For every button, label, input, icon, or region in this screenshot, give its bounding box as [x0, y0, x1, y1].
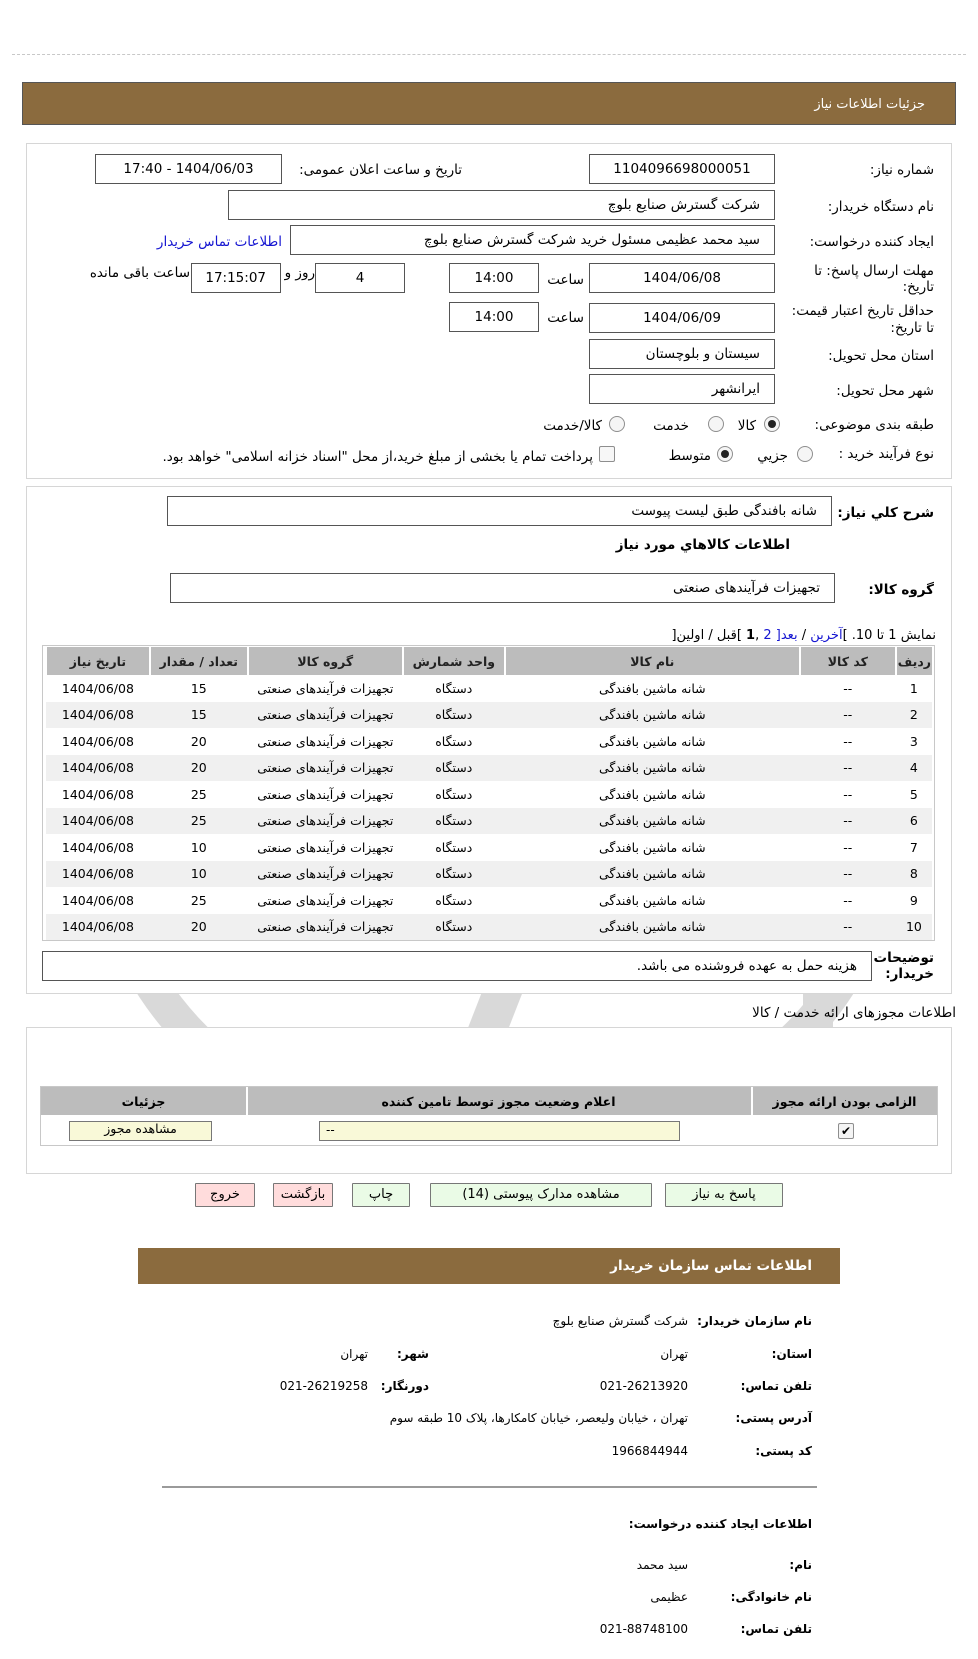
cell-row-number: 4 — [896, 755, 932, 782]
province-label: استان محل تحویل: — [828, 348, 934, 364]
cell-goods-name: شانه ماشین بافندگی — [598, 733, 706, 749]
creator-field: سید محمد عظیمی مسئول خرید شرکت گسترش صنایع بلوچ — [290, 225, 775, 255]
creator-phone-label: تلفن تماس: — [740, 1622, 812, 1636]
category-option-service: خدمت — [653, 418, 689, 434]
deadline-label-line2: تاریخ: — [902, 279, 934, 295]
cell-goods-group: تجهیزات فرآیندهای صنعتی — [248, 861, 403, 888]
process-option-medium: متوسط — [668, 448, 711, 464]
permit-status-col: اعلام وضعیت مجوز توسط تامین کننده — [381, 1094, 616, 1109]
contact-city-value: تهران — [340, 1347, 368, 1361]
need-number-label: شماره نیاز: — [869, 162, 934, 178]
buyer-notes-label-line2: خریدار: — [885, 966, 934, 982]
buyer-notes-label-line1: توضیحات — [873, 950, 934, 966]
cell-goods-group: تجهیزات فرآیندهای صنعتی — [257, 786, 394, 802]
cell-quantity: 10 — [150, 861, 248, 888]
goods-table — [45, 647, 932, 940]
cell-unit: دستگاه — [435, 839, 473, 855]
buyer-notes-field: هزینه حمل به عهده فروشنده می باشد. — [42, 951, 872, 981]
exit-button[interactable]: خروج — [195, 1183, 255, 1207]
goods-group-field: تجهیزات فرآیندهای صنعتی — [170, 573, 835, 603]
process-option-minor: جزیي — [757, 448, 788, 464]
cell-goods-code: -- — [800, 702, 896, 729]
remaining-time-label: ساعت باقی مانده — [89, 265, 190, 281]
validity-label-line1: حداقل تاریخ اعتبار قیمت: — [791, 303, 934, 319]
cell-goods-group: تجهیزات فرآیندهای صنعتی — [248, 808, 403, 835]
treasury-payment-checkbox[interactable] — [599, 446, 615, 462]
cell-need-date: 1404/06/08 — [61, 680, 134, 696]
cell-unit: دستگاه — [435, 786, 473, 802]
pager-last-link[interactable]: آخرین — [810, 628, 843, 643]
goods-table-header-row — [46, 647, 932, 675]
table-row — [46, 728, 932, 755]
cell-goods-group: تجهیزات فرآیندهای صنعتی — [257, 892, 394, 908]
page-title: جزئیات اطلاعات نیاز — [814, 97, 925, 112]
contact-section-header — [138, 1248, 840, 1284]
process-radio-minor[interactable] — [797, 446, 813, 462]
cell-quantity: 20 — [150, 755, 248, 782]
category-radio-both[interactable] — [609, 416, 625, 432]
cell-quantity: 25 — [190, 892, 207, 908]
cell-row-number: 9 — [909, 892, 918, 908]
cell-need-date: 1404/06/08 — [46, 861, 150, 888]
permits-col-divider-2 — [246, 1087, 248, 1115]
cell-unit: دستگاه — [435, 733, 473, 749]
top-divider — [12, 54, 966, 55]
table-row — [46, 702, 932, 729]
cell-unit: دستگاه — [403, 914, 505, 941]
permits-col-divider-1 — [751, 1087, 753, 1115]
cell-quantity: 20 — [150, 914, 248, 941]
cell-row-number: 1 — [909, 680, 918, 696]
category-option-both: کالا/خدمت — [543, 418, 602, 434]
category-radio-service[interactable] — [708, 416, 724, 432]
cell-quantity: 10 — [190, 839, 207, 855]
cell-unit: دستگاه — [403, 755, 505, 782]
cell-row-number: 8 — [896, 861, 932, 888]
cell-goods-name: شانه ماشین بافندگی — [598, 839, 706, 855]
buyer-name-field: شرکت گسترش صنایع بلوچ — [228, 190, 775, 220]
cell-goods-name: شانه ماشین بافندگی — [505, 702, 800, 729]
cell-quantity: 25 — [190, 786, 207, 802]
col-quantity: تعداد / مقدار — [150, 647, 248, 675]
cell-quantity: 20 — [190, 733, 207, 749]
print-button[interactable]: چاپ — [352, 1183, 410, 1207]
postal-address-value: تهران ، خیابان ولیعصر، خیابان کامکارها، پلاک 10 طبقه سوم — [389, 1411, 688, 1425]
cell-goods-group: تجهیزات فرآیندهای صنعتی — [248, 702, 403, 729]
deadline-time-label: ساعت — [547, 272, 584, 288]
table-row — [46, 781, 932, 808]
cell-goods-code: -- — [843, 839, 853, 855]
days-label: روز و — [284, 265, 315, 281]
postal-code-value: 1966844944 — [611, 1444, 688, 1458]
postal-address-label: آدرس پستی: — [735, 1411, 812, 1425]
col-goods-name: نام کالا — [505, 647, 800, 675]
pager — [671, 628, 936, 643]
view-attachments-button[interactable]: مشاهده مدارک پیوستی (14) — [430, 1183, 652, 1207]
view-permit-button[interactable]: مشاهده مجوز — [69, 1121, 212, 1141]
need-number-field: 1104096698000051 — [589, 154, 775, 184]
city-field: ایرانشهر — [589, 374, 775, 404]
permit-required-col: الزامی بودن ارائه مجوز — [772, 1094, 917, 1109]
goods-table-wrapper — [42, 645, 935, 941]
org-name-label: نام سازمان خریدار: — [697, 1314, 812, 1328]
table-row — [46, 675, 932, 702]
pager-page-2-link[interactable]: 2 — [763, 628, 772, 643]
col-row-number: ردیف — [896, 647, 932, 675]
cell-goods-group: تجهیزات فرآیندهای صنعتی — [248, 914, 403, 941]
contact-section-title: اطلاعات تماس سازمان خریدار — [610, 1258, 812, 1274]
permit-status-field: -- — [319, 1121, 680, 1141]
contact-phone-label: تلفن تماس: — [740, 1379, 812, 1393]
cell-goods-group: تجهیزات فرآیندهای صنعتی — [257, 680, 394, 696]
cell-quantity: 15 — [190, 680, 207, 696]
reply-to-need-button[interactable]: پاسخ به نیاز — [665, 1183, 783, 1207]
cell-need-date: 1404/06/08 — [61, 892, 134, 908]
cell-need-date: 1404/06/08 — [61, 733, 134, 749]
request-creator-heading: اطلاعات ایجاد کننده درخواست: — [628, 1517, 812, 1531]
pager-range-text: نمایش 1 تا 10. ] — [842, 628, 936, 643]
validity-date-field: 1404/06/09 — [589, 303, 775, 333]
col-unit: واحد شمارش — [403, 647, 505, 675]
table-row — [46, 808, 932, 835]
creator-last-name-label: نام خانوادگی: — [730, 1590, 812, 1604]
cell-unit: دستگاه — [403, 702, 505, 729]
org-name-value: شرکت گسترش صنایع بلوچ — [552, 1314, 688, 1328]
goods-info-heading: اطلاعات کالاهاي مورد نياز — [615, 537, 790, 553]
cell-goods-name: شانه ماشین بافندگی — [598, 892, 706, 908]
pager-next-link[interactable]: بعد — [780, 628, 798, 643]
permits-table-wrapper — [40, 1086, 938, 1146]
cell-goods-code: -- — [800, 914, 896, 941]
process-radio-medium[interactable] — [717, 446, 733, 462]
announce-label: تاریخ و ساعت اعلان عمومی: — [299, 162, 462, 178]
cell-goods-group: تجهیزات فرآیندهای صنعتی — [257, 839, 394, 855]
pager-separator: / — [797, 628, 811, 643]
pager-page-1-current: 1 — [746, 628, 756, 643]
cell-goods-code: -- — [843, 786, 853, 802]
col-goods-group: گروه کالا — [248, 647, 403, 675]
cell-need-date: 1404/06/08 — [46, 914, 150, 941]
cell-need-date: 1404/06/08 — [46, 702, 150, 729]
creator-first-name-label: نام: — [789, 1558, 812, 1572]
postal-code-label: کد پستی: — [755, 1444, 812, 1458]
cell-goods-name: شانه ماشین بافندگی — [598, 680, 706, 696]
need-description-label: شرح کلي نياز: — [837, 505, 934, 521]
treasury-payment-note: پرداخت تمام یا بخشی از مبلغ خرید،از محل "اسناد خزانه اسلامی" خواهد بود. — [162, 449, 593, 465]
need-description-field: شانه بافندگی طبق لیست پیوست — [167, 496, 832, 526]
buyer-name-label: نام دستگاه خریدار: — [827, 199, 934, 215]
category-option-goods: کالا — [737, 418, 756, 434]
category-label: طبقه بندی موضوعی: — [814, 417, 934, 433]
cell-goods-code: -- — [800, 755, 896, 782]
city-label: شهر محل تحویل: — [836, 383, 934, 399]
cell-unit: دستگاه — [435, 680, 473, 696]
validity-time-label: ساعت — [547, 310, 584, 326]
pager-bracket: [ — [771, 628, 781, 643]
contact-province-value: تهران — [660, 1347, 688, 1361]
cell-quantity: 15 — [150, 702, 248, 729]
cell-goods-code: -- — [843, 892, 853, 908]
deadline-label-line1: مهلت ارسال پاسخ: تا — [814, 263, 934, 279]
cell-need-date: 1404/06/08 — [46, 755, 150, 782]
cell-need-date: 1404/06/08 — [61, 839, 134, 855]
creator-last-name-value: عظیمی — [650, 1590, 688, 1604]
creator-first-name-value: سید محمد — [636, 1558, 688, 1572]
cell-unit: دستگاه — [435, 892, 473, 908]
cell-goods-group: تجهیزات فرآیندهای صنعتی — [248, 755, 403, 782]
cell-row-number: 5 — [909, 786, 918, 802]
table-row — [46, 755, 932, 782]
table-row — [46, 887, 932, 914]
permits-heading: اطلاعات مجوزهای ارائه خدمت / کالا — [752, 1005, 956, 1021]
cell-goods-name: شانه ماشین بافندگی — [505, 861, 800, 888]
cell-goods-name: شانه ماشین بافندگی — [505, 808, 800, 835]
permit-required-checkbox[interactable]: ✔ — [838, 1123, 854, 1139]
back-button[interactable]: بازگشت — [273, 1183, 333, 1207]
cell-goods-name: شانه ماشین بافندگی — [505, 914, 800, 941]
buyer-contact-link[interactable]: اطلاعات تماس خریدار — [156, 234, 282, 250]
process-type-label: نوع فرآیند خرید : — [838, 446, 934, 462]
contact-fax-value: 021-26219258 — [279, 1379, 368, 1393]
province-field: سیستان و بلوچستان — [589, 339, 775, 369]
contact-divider — [162, 1486, 817, 1488]
contact-fax-label: دورنگار: — [380, 1379, 429, 1393]
cell-goods-code: -- — [843, 680, 853, 696]
cell-row-number: 2 — [896, 702, 932, 729]
creator-label: ایجاد کننده درخواست: — [809, 234, 934, 250]
validity-time-field: 14:00 — [449, 302, 539, 332]
goods-group-label: گروه کالا: — [868, 582, 934, 598]
cell-row-number: 7 — [909, 839, 918, 855]
table-row — [46, 861, 932, 888]
contact-city-label: شهر: — [397, 1347, 429, 1361]
pager-prev-first: ]قبل / اولین[ — [671, 628, 747, 643]
deadline-date-field: 1404/06/08 — [589, 263, 775, 293]
cell-goods-name: شانه ماشین بافندگی — [598, 786, 706, 802]
cell-quantity: 25 — [150, 808, 248, 835]
contact-phone-value: 021-26213920 — [599, 1379, 688, 1393]
cell-goods-code: -- — [843, 733, 853, 749]
days-remaining-field: 4 — [315, 263, 405, 293]
cell-row-number: 6 — [896, 808, 932, 835]
cell-unit: دستگاه — [403, 808, 505, 835]
permit-details-col: جزئیات — [121, 1094, 166, 1109]
deadline-time-field: 14:00 — [449, 263, 539, 293]
table-row — [46, 914, 932, 941]
page-header — [22, 82, 956, 125]
cell-need-date: 1404/06/08 — [61, 786, 134, 802]
cell-row-number: 3 — [909, 733, 918, 749]
cell-row-number: 10 — [896, 914, 932, 941]
cell-goods-code: -- — [800, 861, 896, 888]
col-goods-code: کد کالا — [800, 647, 896, 675]
remaining-time-field: 17:15:07 — [191, 263, 281, 293]
cell-goods-name: شانه ماشین بافندگی — [505, 755, 800, 782]
cell-goods-code: -- — [800, 808, 896, 835]
pager-comma: , — [755, 628, 764, 643]
goods-table-body — [46, 675, 932, 940]
validity-label-line2: تا تاریخ: — [890, 320, 934, 336]
table-row — [46, 834, 932, 861]
cell-need-date: 1404/06/08 — [46, 808, 150, 835]
announce-field: 1404/06/03 - 17:40 — [95, 154, 282, 184]
col-need-date: تاریخ نیاز — [46, 647, 150, 675]
cell-goods-group: تجهیزات فرآیندهای صنعتی — [257, 733, 394, 749]
cell-unit: دستگاه — [403, 861, 505, 888]
contact-province-label: استان: — [771, 1347, 812, 1361]
category-radio-goods[interactable] — [764, 416, 780, 432]
creator-phone-value: 021-88748100 — [599, 1622, 688, 1636]
